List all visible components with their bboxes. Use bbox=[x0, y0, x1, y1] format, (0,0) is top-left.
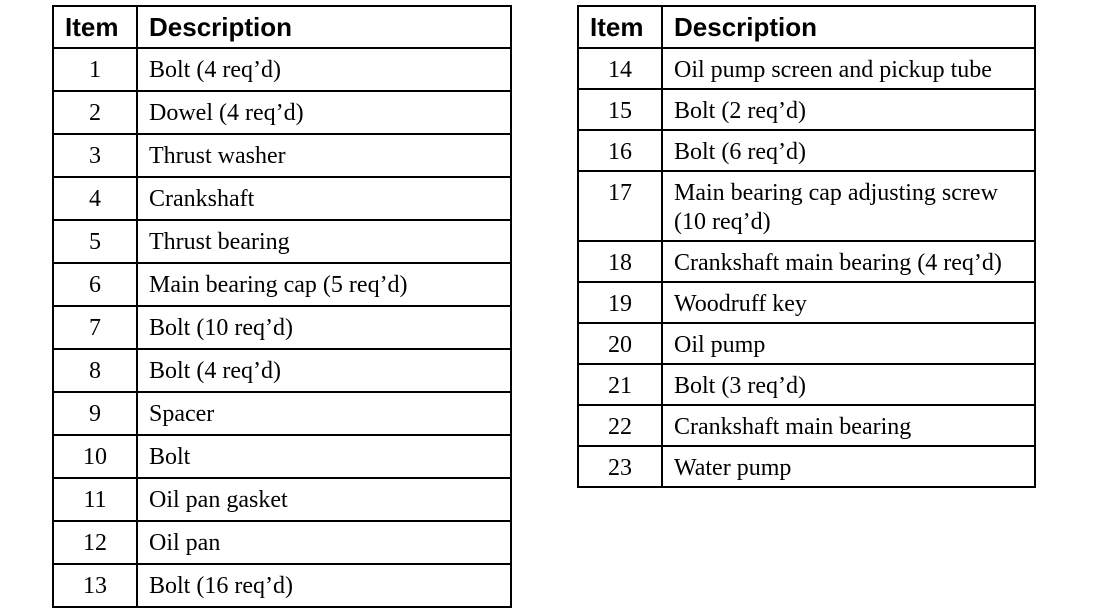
item-description: Main bearing cap adjusting screw (10 req’d) bbox=[662, 171, 1035, 241]
item-number: 20 bbox=[578, 323, 662, 364]
item-description: Oil pump screen and pickup tube bbox=[662, 48, 1035, 89]
item-description: Woodruff key bbox=[662, 282, 1035, 323]
item-description: Oil pan bbox=[137, 521, 511, 564]
item-description: Thrust bearing bbox=[137, 220, 511, 263]
table-row bbox=[53, 263, 511, 306]
table-header-row bbox=[53, 6, 511, 48]
item-number: 3 bbox=[53, 134, 137, 177]
table-row bbox=[578, 405, 1035, 446]
table-row bbox=[578, 130, 1035, 171]
table-row bbox=[53, 564, 511, 607]
table-row bbox=[578, 89, 1035, 130]
table-row bbox=[53, 349, 511, 392]
item-description: Crankshaft bbox=[137, 177, 511, 220]
table-row bbox=[53, 392, 511, 435]
item-description: Bolt (10 req’d) bbox=[137, 306, 511, 349]
item-description: Main bearing cap (5 req’d) bbox=[137, 263, 511, 306]
item-description: Crankshaft main bearing (4 req’d) bbox=[662, 241, 1035, 282]
table-row bbox=[53, 134, 511, 177]
item-description: Bolt (4 req’d) bbox=[137, 349, 511, 392]
table-row bbox=[53, 306, 511, 349]
item-number: 16 bbox=[578, 130, 662, 171]
item-number: 15 bbox=[578, 89, 662, 130]
item-description: Bolt (6 req’d) bbox=[662, 130, 1035, 171]
item-number: 7 bbox=[53, 306, 137, 349]
item-number: 10 bbox=[53, 435, 137, 478]
item-description: Oil pump bbox=[662, 323, 1035, 364]
table-row bbox=[53, 48, 511, 91]
item-number: 19 bbox=[578, 282, 662, 323]
table-row bbox=[53, 521, 511, 564]
parts-table-left bbox=[52, 5, 512, 608]
item-column-header: Item bbox=[578, 6, 662, 48]
table-row bbox=[53, 91, 511, 134]
parts-table-right-body bbox=[578, 48, 1035, 487]
table-row bbox=[578, 241, 1035, 282]
item-number: 6 bbox=[53, 263, 137, 306]
item-number: 11 bbox=[53, 478, 137, 521]
item-number: 22 bbox=[578, 405, 662, 446]
item-description: Bolt (4 req’d) bbox=[137, 48, 511, 91]
item-number: 8 bbox=[53, 349, 137, 392]
item-number: 14 bbox=[578, 48, 662, 89]
item-number: 1 bbox=[53, 48, 137, 91]
table-row bbox=[578, 171, 1035, 241]
item-description: Dowel (4 req’d) bbox=[137, 91, 511, 134]
item-description: Oil pan gasket bbox=[137, 478, 511, 521]
description-column-header: Description bbox=[137, 6, 511, 48]
item-description: Crankshaft main bearing bbox=[662, 405, 1035, 446]
item-description: Bolt (3 req’d) bbox=[662, 364, 1035, 405]
parts-table-left-body bbox=[53, 48, 511, 607]
table-row bbox=[53, 435, 511, 478]
item-number: 9 bbox=[53, 392, 137, 435]
item-number: 13 bbox=[53, 564, 137, 607]
table-row bbox=[578, 48, 1035, 89]
table-row bbox=[53, 177, 511, 220]
item-description: Bolt (2 req’d) bbox=[662, 89, 1035, 130]
table-header-row bbox=[578, 6, 1035, 48]
item-description: Bolt bbox=[137, 435, 511, 478]
item-number: 23 bbox=[578, 446, 662, 487]
item-number: 12 bbox=[53, 521, 137, 564]
description-column-header: Description bbox=[662, 6, 1035, 48]
table-row bbox=[578, 282, 1035, 323]
item-description: Bolt (16 req’d) bbox=[137, 564, 511, 607]
item-number: 2 bbox=[53, 91, 137, 134]
table-row bbox=[578, 364, 1035, 405]
item-number: 18 bbox=[578, 241, 662, 282]
table-row bbox=[578, 446, 1035, 487]
item-description: Water pump bbox=[662, 446, 1035, 487]
table-row bbox=[53, 220, 511, 263]
item-description: Spacer bbox=[137, 392, 511, 435]
item-number: 17 bbox=[578, 171, 662, 241]
item-number: 5 bbox=[53, 220, 137, 263]
table-row bbox=[53, 478, 511, 521]
item-number: 4 bbox=[53, 177, 137, 220]
item-column-header: Item bbox=[53, 6, 137, 48]
table-row bbox=[578, 323, 1035, 364]
item-number: 21 bbox=[578, 364, 662, 405]
item-description: Thrust washer bbox=[137, 134, 511, 177]
parts-table-right bbox=[577, 5, 1036, 488]
